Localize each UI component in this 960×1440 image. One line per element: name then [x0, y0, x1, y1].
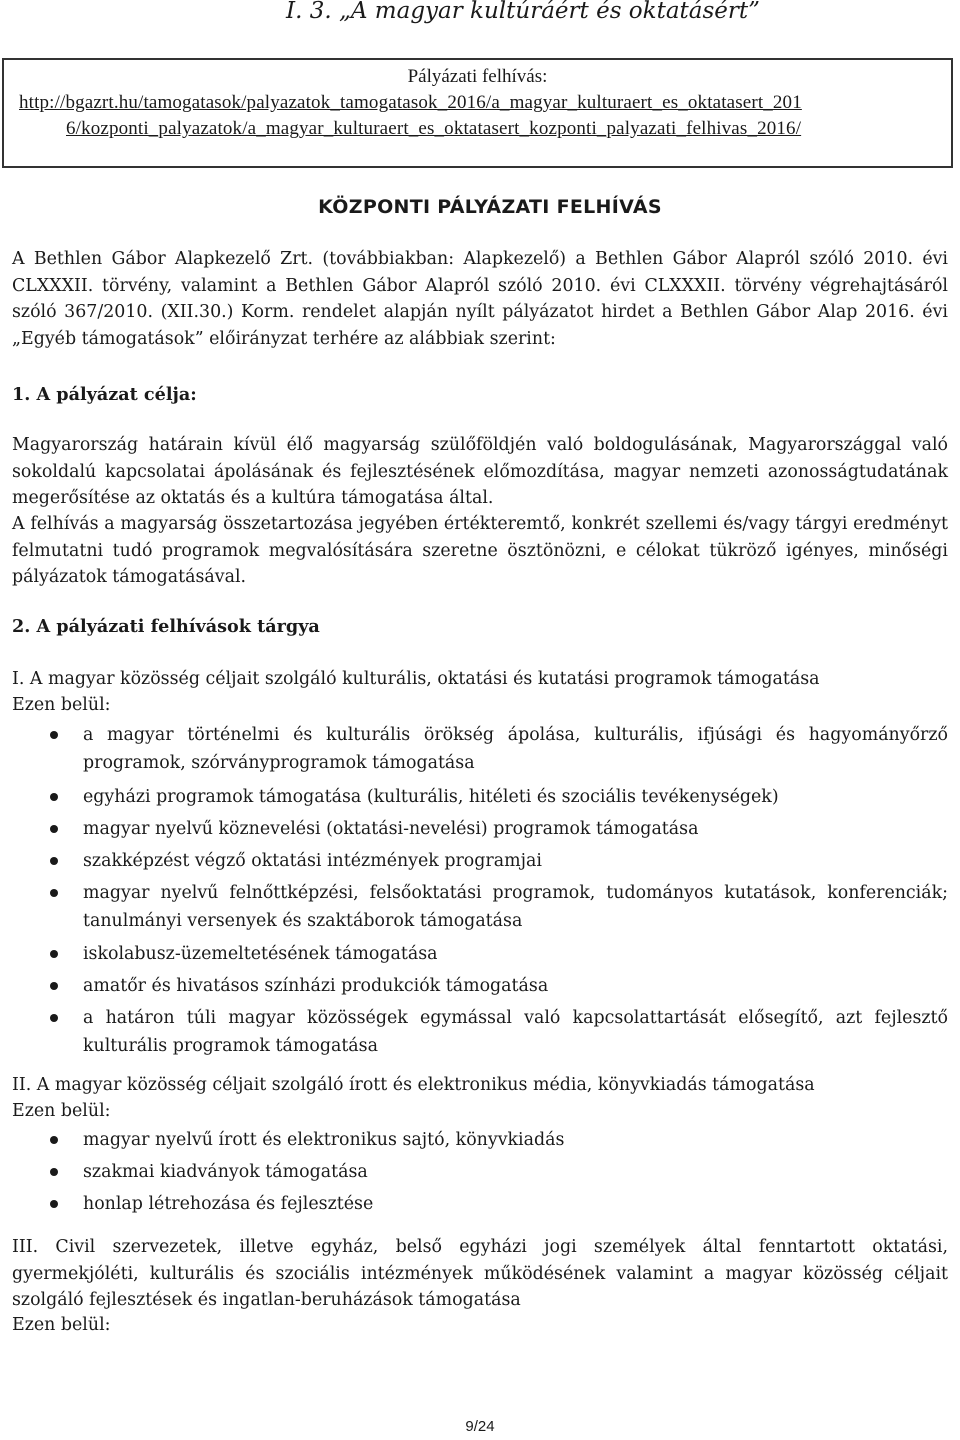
bullet-icon	[50, 889, 58, 897]
subsection-II-title: II. A magyar közösség céljait szolgáló írott és elektronikus média, könyvkiadás támogatása	[12, 1075, 815, 1095]
section-1-paragraph-1: Magyarország határain kívül élő magyarság szülőföldjén való boldogulásának, Magyarországgal való sokoldalú kapcsolatai ápolásának és fejlesztésének előmozdítása, magyar nemzeti azonosságtudatának megerősítése az oktatás és a kultúra támogatása által.	[12, 435, 948, 508]
section-title: I. 3. „A magyar kultúráért és oktatásért”	[286, 0, 760, 24]
bullet-icon	[50, 1168, 58, 1176]
subsection-III-title: III. Civil szervezetek, illetve egyház, belső egyházi jogi személyek által fenntartott oktatási, gyermekjóléti, kulturális és szociális intézmények működésének valamint a magyar közösség céljait szolgáló fejlesztések és ingatlan-beruházások támogatása	[12, 1237, 948, 1310]
bullet-icon	[50, 982, 58, 990]
bullet-icon	[50, 857, 58, 865]
subsection-II-within: Ezen belül:	[12, 1101, 111, 1121]
page-number: 9/24	[465, 1418, 495, 1435]
bullet-icon	[50, 1136, 58, 1144]
list-item: magyar nyelvű köznevelési (oktatási-nevelési) programok támogatása	[12, 815, 948, 843]
list-item: honlap létrehozása és fejlesztése	[12, 1190, 948, 1218]
list-item: magyar nyelvű írott és elektronikus sajtó, könyvkiadás	[12, 1126, 948, 1154]
list-item: magyar nyelvű felnőttképzési, felsőoktatási programok, tudományos kutatások, konferenciák; tanulmányi versenyek és szaktáborok támogatása	[12, 879, 948, 935]
list-item: amatőr és hivatásos színházi produkciók támogatása	[12, 972, 948, 1000]
bullet-icon	[50, 793, 58, 801]
call-link-line-1[interactable]: http://bgazrt.hu/tamogatasok/palyazatok_tamogatasok_2016/a_magyar_kulturaert_es_oktatasert_201	[19, 92, 802, 113]
list-item: szakképzést végző oktatási intézmények programjai	[12, 847, 948, 875]
bullet-icon	[50, 731, 58, 739]
list-item: iskolabusz-üzemeltetésének támogatása	[12, 940, 948, 968]
section-1-heading: 1. A pályázat célja:	[12, 384, 197, 405]
subsection-II-list	[12, 1126, 948, 1218]
subsection-I-list	[12, 721, 948, 1060]
intro-paragraph: A Bethlen Gábor Alapkezelő Zrt. (továbbiakban: Alapkezelő) a Bethlen Gábor Alapról szóló 2010. évi CLXXXII. törvény, valamint a Bethlen Gábor Alapról szóló 2010. évi CLXXXII. törvény végrehajtásáról szóló 367/2010. (XII.30.) Korm. rendelet alapján nyílt pályázatot hirdet a Bethlen Gábor Alap 2016. évi „Egyéb támogatások” előirányzat terhére az alábbiak szerint:	[12, 249, 948, 349]
list-item: szakmai kiadványok támogatása	[12, 1158, 948, 1186]
call-label: Pályázati felhívás:	[407, 66, 548, 87]
bullet-icon	[50, 1014, 58, 1022]
subsection-III-within: Ezen belül:	[12, 1315, 111, 1335]
bullet-icon	[50, 1200, 58, 1208]
document-title: KÖZPONTI PÁLYÁZATI FELHÍVÁS	[318, 196, 662, 218]
section-2-heading: 2. A pályázati felhívások tárgya	[12, 616, 320, 637]
list-item: a határon túli magyar közösségek egymással való kapcsolattartását elősegítő, azt fejlesztő kulturális programok támogatása	[12, 1004, 948, 1060]
bullet-icon	[50, 950, 58, 958]
section-1-paragraph-2: A felhívás a magyarság összetartozása jegyében értékteremtő, konkrét szellemi és/vagy tárgyi eredményt felmutatni tudó programok megvalósítására szeretne ösztönözni, e célokat tükröző igényes, minőségi pályázatok támogatásával.	[12, 514, 948, 587]
call-link-box	[2, 58, 953, 168]
subsection-I-within: Ezen belül:	[12, 695, 111, 715]
call-link-line-2[interactable]: 6/kozponti_palyazatok/a_magyar_kulturaert_es_oktatasert_kozponti_palyazati_felhivas_2016/	[66, 118, 802, 139]
bullet-icon	[50, 825, 58, 833]
subsection-I-title: I. A magyar közösség céljait szolgáló kulturális, oktatási és kutatási programok támogatása	[12, 669, 820, 689]
list-item: a magyar történelmi és kulturális örökség ápolása, kulturális, ifjúsági és hagyományőrző programok, szórványprogramok támogatása	[12, 721, 948, 777]
list-item: egyházi programok támogatása (kulturális, hitéleti és szociális tevékenységek)	[12, 783, 948, 811]
